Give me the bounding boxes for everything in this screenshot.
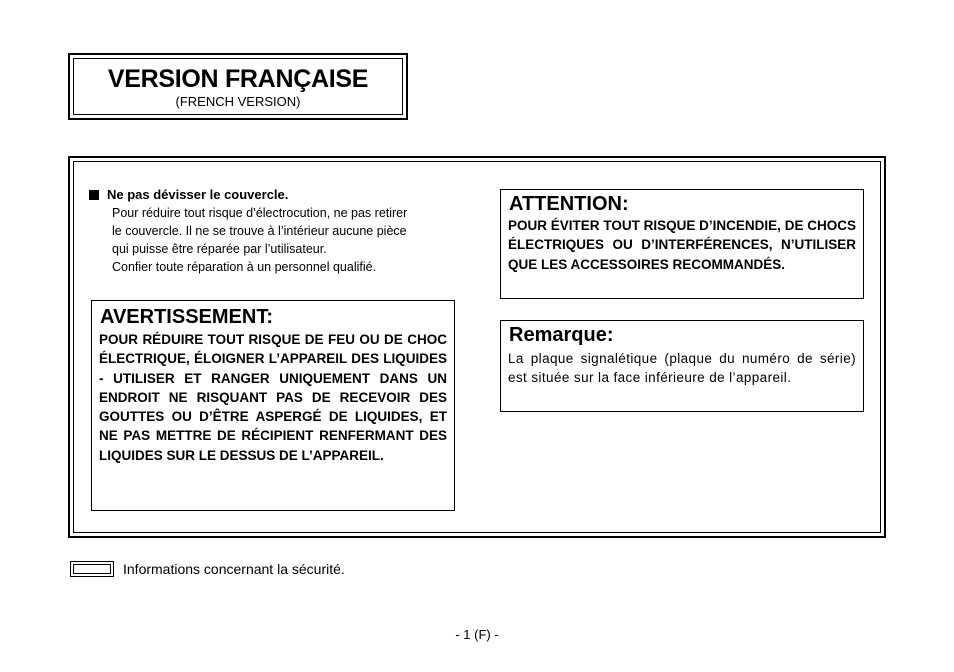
cover-notice-line: qui puisse être réparée par l’utilisateur. [112,242,327,256]
legend-text: Informations concernant la sécurité. [123,561,345,577]
remarque-title: Remarque: [509,324,614,346]
page-subtitle: (FRENCH VERSION) [175,94,301,109]
avertissement-title: AVERTISSEMENT: [100,306,273,328]
cover-notice-heading: Ne pas dévisser le couvercle. [107,187,289,202]
avertissement-body: POUR RÉDUIRE TOUT RISQUE DE FEU OU DE CHOC ÉLECTRIQUE, ÉLOIGNER L’APPAREIL DES LIQUIDES - UTILISER ET RANGER UNIQUEMENT DANS UN ENDROIT NE RISQUANT PAS DE RECEVOIR DES GOUTTES OU D’ÊTRE ASPERGÉ DE LIQUIDES, ET NE PAS METTRE DE RÉCIPIENT RENFERMANT DES LIQUIDES SUR LE DESSUS DE L’APPAREIL. [99,332,447,463]
cover-notice-line: le couvercle. Il ne se trouve à l’intérieur aucune pièce [112,224,407,238]
title-box [68,53,408,120]
page-number: - 1 (F) - [455,627,499,642]
title-box-inner [73,58,403,115]
cover-notice [89,186,459,276]
square-bullet-icon [89,190,99,200]
attention-title: ATTENTION: [509,193,629,215]
remarque-body: La plaque signalétique (plaque du numéro de série) est située sur la face inférieure de l’appareil. [508,351,856,385]
cover-notice-line: Confier toute réparation à un personnel qualifié. [112,260,377,274]
attention-box [500,189,864,299]
safety-frame-legend-icon [70,561,114,577]
cover-notice-line: Pour réduire tout risque d’électrocution, ne pas retirer [112,206,408,220]
attention-body: POUR ÉVITER TOUT RISQUE D’INCENDIE, DE CHOCS ÉLECTRIQUES OU D’INTERFÉRENCES, N’UTILISER QUE LES ACCESSOIRES RECOMMANDÉS. [508,218,856,272]
remarque-box [500,320,864,412]
avertissement-box [91,300,455,511]
page-title: VERSION FRANÇAISE [107,65,369,93]
